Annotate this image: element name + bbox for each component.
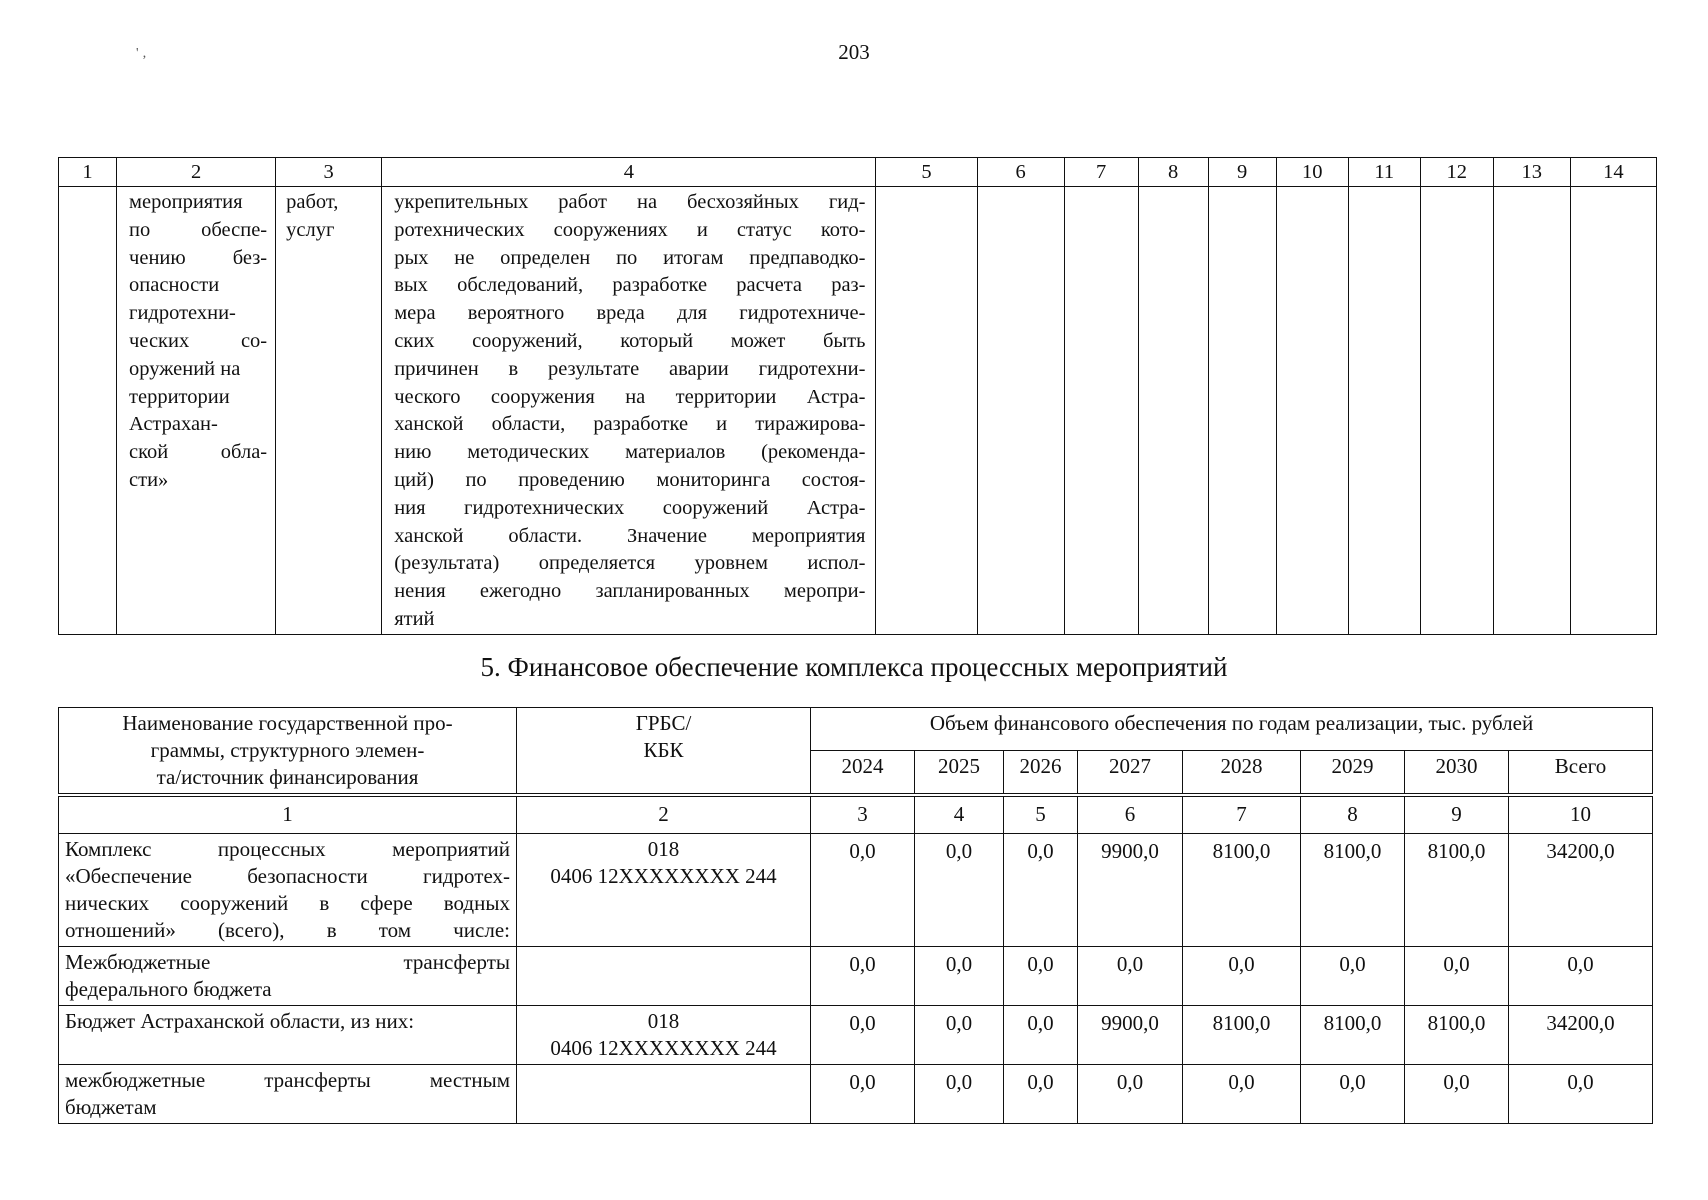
cell-col7 (1064, 187, 1138, 635)
row-name-line (65, 863, 510, 890)
row-value: 0,0 (1405, 947, 1509, 1006)
activity-description-word: Значение (627, 524, 707, 547)
activity-description-word: запланированных (595, 580, 750, 603)
activity-description-word: работ (558, 191, 608, 213)
year-header: 2025 (915, 751, 1004, 794)
activity-name-word: Астрахан- (129, 413, 218, 436)
header-program-name-line: та/источник финансирования (156, 765, 419, 789)
row-value: 0,0 (915, 1065, 1004, 1124)
row-name-word: федерального бюджета (65, 977, 272, 1001)
column-number-header: 5 (876, 158, 977, 187)
activity-name-word: мероприятия (129, 191, 243, 213)
header-grbs-line: КБК (643, 738, 684, 762)
activities-body-row (59, 187, 1657, 635)
activity-description-line (382, 495, 875, 523)
activity-description-word: может (730, 329, 786, 352)
activity-description-word: гид- (828, 191, 866, 213)
activity-description-word: обследований, (457, 274, 584, 297)
row-value: 0,0 (811, 1006, 915, 1065)
year-header: 2027 (1078, 751, 1183, 794)
activity-name-word: обла- (220, 441, 268, 464)
financing-body (59, 834, 1653, 1124)
row-value: 0,0 (915, 947, 1004, 1006)
financing-row (59, 1065, 1653, 1124)
activity-name-line (117, 245, 275, 273)
activity-description-word: не (454, 246, 475, 269)
column-number-header: 13 (1493, 158, 1570, 187)
activity-description-word: вых (394, 274, 428, 297)
column-number: 6 (1078, 797, 1183, 834)
activity-description-word: и (716, 413, 728, 436)
activity-description-line (382, 245, 875, 273)
activity-description-word: определен (500, 246, 591, 269)
activity-description-word: ческого (394, 385, 461, 408)
activity-name-word: ской (129, 441, 169, 464)
activity-name-cell (117, 187, 276, 635)
section-title: 5. Финансовое обеспечение комплекса процессных мероприятий (480, 652, 1228, 682)
activity-description-word: аварии (668, 357, 729, 380)
activity-description-word: ния (394, 496, 426, 519)
column-number-header: 9 (1208, 158, 1276, 187)
column-number: 1 (59, 797, 517, 834)
activity-description-word: вероятного (467, 302, 565, 325)
activity-description-word: уровнем (694, 552, 768, 575)
cell-col5 (876, 187, 977, 635)
cell-col14 (1570, 187, 1656, 635)
activity-name-line (117, 217, 275, 245)
row-name-cell (59, 1065, 517, 1124)
row-value: 0,0 (1405, 1065, 1509, 1124)
financing-row (59, 947, 1653, 1006)
row-name-cell (59, 947, 517, 1006)
row-value: 8100,0 (1301, 1006, 1405, 1065)
row-name-line (65, 890, 510, 917)
activity-description-word: разработке (593, 413, 689, 436)
activity-description-word: меропри- (783, 580, 866, 603)
activity-description-line (382, 300, 875, 328)
activity-description-word: определяется (538, 552, 656, 575)
activity-name-word: территории (129, 385, 230, 408)
activity-description-word: ятий (394, 607, 435, 630)
activity-description-line (382, 217, 875, 245)
row-grbs-line: 018 (647, 837, 680, 861)
row-value: 0,0 (811, 947, 915, 1006)
row-value: 0,0 (1004, 1006, 1078, 1065)
row-grbs-cell (517, 1006, 811, 1065)
activity-description-word: нию (394, 441, 432, 464)
activity-description-word: мониторинга (656, 468, 771, 491)
activity-description-word: на (625, 385, 646, 408)
row-value: 8100,0 (1405, 834, 1509, 947)
activity-name-line (117, 439, 275, 467)
activity-description-word: на (636, 191, 658, 213)
activity-description-word: методических (467, 441, 590, 464)
column-number-header: 12 (1420, 158, 1493, 187)
activity-description-word: гидротехнических (464, 496, 625, 519)
row-name-word: местным (429, 1068, 510, 1092)
year-header: 2028 (1183, 751, 1301, 794)
activity-description-line (382, 356, 875, 384)
activity-name-line (117, 356, 275, 384)
row-value: 0,0 (915, 834, 1004, 947)
row-value: 8100,0 (1183, 834, 1301, 947)
row-value: 34200,0 (1509, 1006, 1653, 1065)
cell-col12 (1420, 187, 1493, 635)
activity-description-line (382, 606, 875, 634)
row-value: 9900,0 (1078, 834, 1183, 947)
row-name-line (65, 976, 510, 1003)
activity-description-word: результате (547, 357, 640, 380)
activities-table (58, 157, 1657, 635)
row-name-word: (всего), (218, 918, 285, 942)
header-program-name-line: граммы, структурного элемен- (150, 738, 425, 762)
cell-col10 (1276, 187, 1348, 635)
activity-description-word: (рекоменда- (761, 441, 866, 464)
row-value: 8100,0 (1301, 834, 1405, 947)
row-name-word: нических (65, 891, 150, 915)
column-number-header: 7 (1064, 158, 1138, 187)
row-name-line (65, 836, 510, 863)
activity-description-word: укрепительных (394, 191, 529, 213)
activity-description-word: сооружениях (553, 218, 668, 241)
row-name-line (65, 1008, 510, 1035)
activity-description-word: мера (394, 302, 436, 325)
page-number: 203 (838, 40, 870, 64)
cell-col1 (59, 187, 117, 635)
activity-name-word: со- (240, 329, 268, 352)
activity-description-word: кото- (820, 218, 866, 241)
activity-description-word: состоя- (801, 468, 866, 491)
header-grbs-line: ГРБС/ (635, 711, 692, 735)
column-number-header: 3 (276, 158, 382, 187)
row-value: 0,0 (1004, 947, 1078, 1006)
row-name-word: Бюджет Астраханской области, из них: (65, 1009, 415, 1033)
activity-name-line (117, 272, 275, 300)
activity-description-word: нения (394, 580, 446, 603)
activity-type-line: работ, (286, 191, 339, 213)
activity-description-line (382, 578, 875, 606)
column-number: 5 (1004, 797, 1078, 834)
row-name-word: в (319, 891, 330, 915)
activity-description-line (382, 411, 875, 439)
cell-col8 (1138, 187, 1208, 635)
financing-table (58, 707, 1653, 1124)
column-number: 10 (1509, 797, 1653, 834)
activity-description-word: Астра- (806, 385, 866, 408)
activity-description-word: области. (508, 524, 583, 547)
row-name-word: мероприятий (392, 837, 510, 861)
row-name-word: отношений» (65, 918, 176, 942)
row-value: 0,0 (1509, 1065, 1653, 1124)
activity-description-word: Астра- (806, 496, 866, 519)
activity-description-word: сооружения (490, 385, 595, 408)
row-name-word: трансферты (403, 950, 510, 974)
activity-description-line (382, 328, 875, 356)
row-value: 0,0 (1301, 1065, 1405, 1124)
activity-name-word: обеспе- (201, 218, 268, 241)
column-number: 4 (915, 797, 1004, 834)
column-number: 8 (1301, 797, 1405, 834)
column-number-header: 14 (1570, 158, 1656, 187)
row-value: 0,0 (1078, 1065, 1183, 1124)
row-name-word: том (378, 918, 412, 942)
activity-name-word: чению (129, 246, 186, 269)
activity-description-line (382, 550, 875, 578)
activity-description-cell (382, 187, 876, 635)
row-name-word: бюджетам (65, 1095, 157, 1119)
row-name-word: Комплекс (65, 837, 152, 861)
activity-description-word: в (508, 357, 519, 380)
header-grbs-kbk (517, 708, 811, 794)
activity-description-word: (результата) (394, 552, 500, 575)
activity-description-word: материалов (625, 441, 726, 464)
row-value: 8100,0 (1183, 1006, 1301, 1065)
column-numbers-row (59, 797, 1653, 834)
activity-description-word: по (465, 468, 487, 491)
header-program-name-line: Наименование государственной про- (122, 711, 453, 735)
row-value: 0,0 (811, 834, 915, 947)
row-value: 0,0 (1183, 947, 1301, 1006)
activity-description-line (382, 523, 875, 551)
row-name-line (65, 1067, 510, 1094)
activity-name-line (117, 189, 275, 217)
activity-description-word: испол- (807, 552, 866, 575)
activity-description-word: вреда (596, 302, 645, 325)
row-name-word: числе: (453, 918, 510, 942)
activity-description-word: рых (394, 246, 429, 269)
financing-header-row-1 (59, 708, 1653, 751)
activity-description-word: тиражирова- (755, 413, 866, 436)
row-name-cell (59, 834, 517, 947)
cell-col6 (977, 187, 1064, 635)
row-value: 0,0 (915, 1006, 1004, 1065)
activity-description-word: гидротехниче- (739, 302, 866, 325)
column-number-header: 6 (977, 158, 1064, 187)
activity-name-word: по (129, 218, 151, 241)
activity-name-line (117, 328, 275, 356)
activity-description-word: раз- (831, 274, 866, 297)
row-grbs-cell (517, 834, 811, 947)
row-value: 34200,0 (1509, 834, 1653, 947)
year-header: 2030 (1405, 751, 1509, 794)
row-grbs-cell (517, 1065, 811, 1124)
activity-description-word: сооружений, (472, 329, 583, 352)
activity-description-word: и (696, 218, 708, 241)
cell-col11 (1348, 187, 1420, 635)
row-value: 0,0 (811, 1065, 915, 1124)
row-value: 0,0 (1004, 1065, 1078, 1124)
column-number: 9 (1405, 797, 1509, 834)
activity-description-word: ханской (394, 413, 464, 436)
activity-type-line: услуг (286, 218, 335, 241)
row-name-word: Межбюджетные (65, 950, 211, 974)
row-name-line (65, 949, 510, 976)
row-value: 0,0 (1301, 947, 1405, 1006)
row-name-word: в (326, 918, 337, 942)
activity-name-line (117, 411, 275, 439)
activity-description-word: мероприятия (751, 524, 866, 547)
activity-name-word: опасности (129, 274, 220, 297)
row-name-word: «Обеспечение (65, 864, 192, 888)
row-grbs-cell (517, 947, 811, 1006)
header-financing-volume: Объем финансового обеспечения по годам реализации, тыс. рублей (811, 708, 1653, 751)
column-number-header: 4 (382, 158, 876, 187)
activity-description-line (382, 467, 875, 495)
activity-description-word: который (620, 329, 694, 352)
activity-description-word: предпаводко- (749, 246, 866, 269)
activity-name-line (117, 300, 275, 328)
activity-name-line (117, 384, 275, 412)
activity-description-line (382, 189, 875, 217)
row-grbs-line: 0406 12XXXXXXXX 244 (550, 1036, 777, 1060)
activity-name-word: оружений на (129, 357, 241, 380)
year-header: 2029 (1301, 751, 1405, 794)
row-name-word: сфере (360, 891, 413, 915)
cell-col9 (1208, 187, 1276, 635)
activity-description-word: ций) (394, 468, 434, 491)
activities-header-row (59, 158, 1657, 187)
row-name-word: безопасности (247, 864, 368, 888)
row-grbs-line: 018 (647, 1009, 680, 1033)
activity-name-word: ческих (129, 329, 190, 352)
financing-row (59, 1006, 1653, 1065)
row-name-word: трансферты (264, 1068, 371, 1092)
row-name-word: сооружений (180, 891, 289, 915)
activity-description-word: ротехнических (394, 218, 525, 241)
row-name-word: процессных (217, 837, 326, 861)
column-number-header: 8 (1138, 158, 1208, 187)
cell-col13 (1493, 187, 1570, 635)
row-value: 8100,0 (1405, 1006, 1509, 1065)
row-name-cell (59, 1006, 517, 1065)
year-header: 2024 (811, 751, 915, 794)
activity-name-word: сти» (129, 468, 169, 491)
activity-description-line (382, 272, 875, 300)
activity-name-word: без- (232, 246, 268, 269)
activity-description-word: ских (394, 329, 435, 352)
activity-description-word: проведению (518, 468, 625, 491)
activity-description-word: по (616, 246, 638, 269)
activity-description-word: для (676, 302, 708, 325)
activity-description-line (382, 439, 875, 467)
activity-description-word: ежегодно (479, 580, 562, 603)
activity-description-word: расчета (736, 274, 803, 297)
activity-description-word: итогам (663, 246, 724, 269)
activity-name-line (117, 467, 275, 495)
activity-description-word: причинен (394, 357, 479, 380)
row-name-line (65, 1094, 510, 1121)
activity-description-word: бесхозяйных (687, 191, 799, 213)
activity-type-cell (276, 187, 382, 635)
column-number-header: 2 (117, 158, 276, 187)
activity-description-word: разработке (612, 274, 708, 297)
row-value: 0,0 (1078, 947, 1183, 1006)
financing-row (59, 834, 1653, 947)
activity-description-line (382, 384, 875, 412)
column-number: 3 (811, 797, 915, 834)
header-program-name (59, 708, 517, 794)
row-value: 9900,0 (1078, 1006, 1183, 1065)
activity-description-word: быть (822, 329, 866, 352)
activity-description-word: ханской (394, 524, 464, 547)
column-number: 2 (517, 797, 811, 834)
row-name-line (65, 917, 510, 944)
row-grbs-line: 0406 12XXXXXXXX 244 (550, 864, 777, 888)
year-header: 2026 (1004, 751, 1078, 794)
column-number-header: 1 (59, 158, 117, 187)
row-name-word: водных (443, 891, 510, 915)
row-value: 0,0 (1004, 834, 1078, 947)
year-header: Всего (1509, 751, 1653, 794)
activity-description-word: гидротехни- (758, 357, 866, 380)
row-name-word: межбюджетные (65, 1068, 206, 1092)
activity-description-word: сооружений (662, 496, 769, 519)
activity-description-word: территории (675, 385, 777, 408)
row-value: 0,0 (1183, 1065, 1301, 1124)
scan-mark: ' ‚ (136, 46, 147, 61)
activity-name-word: гидротехни- (129, 302, 236, 325)
activity-description-word: области, (491, 413, 566, 436)
row-value: 0,0 (1509, 947, 1653, 1006)
column-number-header: 10 (1276, 158, 1348, 187)
activity-description-word: статус (736, 218, 792, 241)
column-number-header: 11 (1348, 158, 1420, 187)
row-name-word: гидротех- (423, 864, 510, 888)
column-number: 7 (1183, 797, 1301, 834)
